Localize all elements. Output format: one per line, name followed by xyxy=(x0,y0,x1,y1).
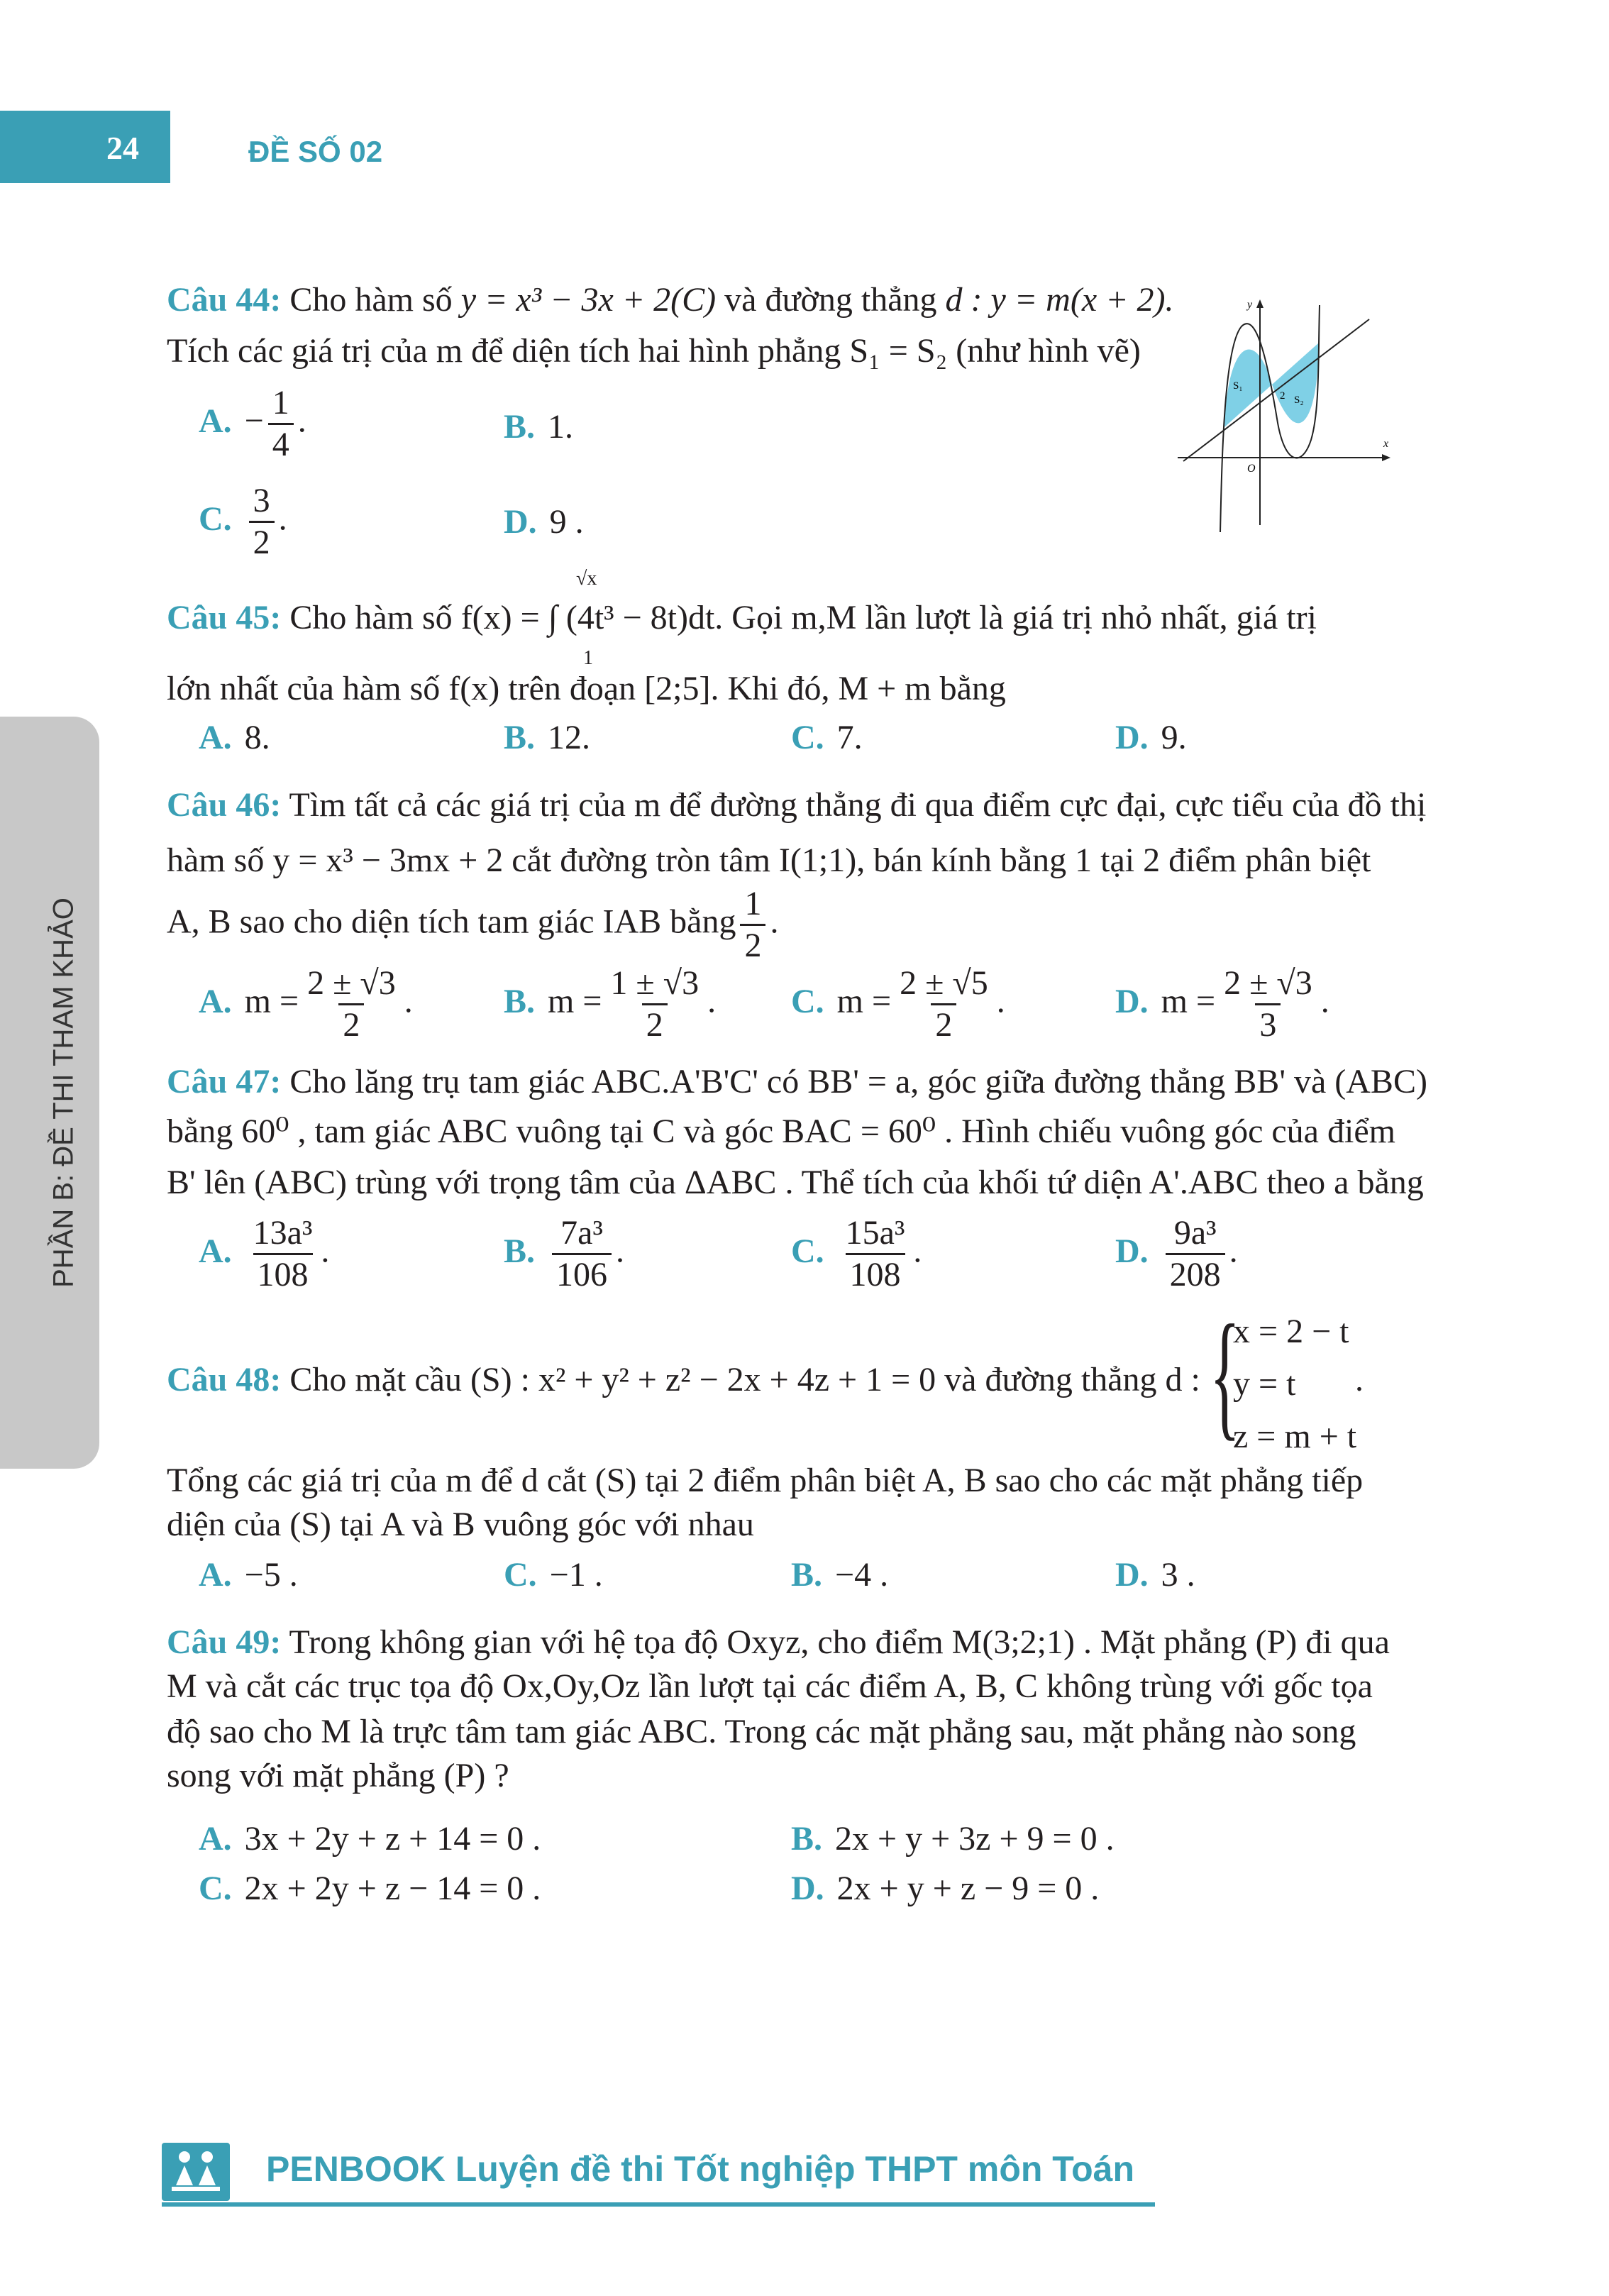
q47-line1 xyxy=(167,1059,1427,1105)
option-label: D. xyxy=(791,1870,824,1907)
option-fraction xyxy=(552,1215,612,1293)
q46-line3-text: A, B sao cho diện tích tam giác IAB bằng xyxy=(167,903,736,941)
frac-den: 2 xyxy=(338,1003,364,1044)
option-label: A. xyxy=(199,402,232,440)
q45-option-c[interactable] xyxy=(791,717,863,759)
option-pre: m = xyxy=(836,982,892,1020)
option-pre: m = xyxy=(244,982,299,1020)
q47-option-b[interactable] xyxy=(504,1215,624,1293)
frac-num: 2 ± √3 xyxy=(1224,964,1312,1002)
frac-den: 2 xyxy=(931,1003,956,1044)
q44-mid: và đường thẳng xyxy=(724,281,937,319)
frac-num: 15a³ xyxy=(845,1214,905,1252)
page-number: 24 xyxy=(106,130,139,166)
option-fraction xyxy=(895,965,993,1044)
option-fraction xyxy=(268,385,294,463)
q49-line4: song với mặt phẳng (P) ? xyxy=(167,1757,509,1794)
option-value: 1. xyxy=(548,408,574,446)
option-label: A. xyxy=(199,1232,232,1270)
q44-function: y = x³ − 3x + 2(C) xyxy=(460,281,717,319)
q45-option-d[interactable] xyxy=(1115,717,1187,759)
q44-line1 xyxy=(167,277,1174,324)
option-fraction xyxy=(249,1215,317,1293)
option-fraction xyxy=(606,965,703,1044)
option-label: B. xyxy=(504,982,536,1020)
frac-den: 2 xyxy=(249,521,275,561)
option-fraction xyxy=(1166,1215,1225,1293)
q49-option-d[interactable] xyxy=(791,1867,1099,1910)
q49-option-a[interactable] xyxy=(199,1818,541,1860)
q48-label: Câu 48: xyxy=(167,1361,282,1398)
q47-line2: bằng 60⁰ , tam giác ABC vuông tại C và góc BAC = 60⁰ . Hình chiếu vuông góc của điểm xyxy=(167,1113,1395,1150)
q48-text: Cho mặt cầu (S) : x² + y² + z² − 2x + 4z + 1 = 0 và đường thẳng d : xyxy=(289,1361,1200,1398)
frac-den: 108 xyxy=(846,1253,905,1293)
q48-option-d[interactable] xyxy=(1115,1554,1195,1596)
option-value: 3x + 2y + z + 14 = 0 . xyxy=(244,1820,541,1858)
page-number-box xyxy=(0,111,170,183)
option-value: 2x + 2y + z − 14 = 0 . xyxy=(244,1870,541,1907)
shaded-region-s2 xyxy=(1272,343,1318,423)
q45-label: Câu 45: xyxy=(167,599,282,636)
q44-line-eq: d : y = m(x + 2). xyxy=(945,281,1174,319)
option-value: 8. xyxy=(244,719,270,756)
q46-line1 xyxy=(167,782,1426,829)
option-value: −4 . xyxy=(835,1556,889,1594)
option-label: C. xyxy=(199,1870,232,1907)
option-fraction xyxy=(249,482,275,561)
option-pre: m = xyxy=(1161,982,1216,1020)
q45-lower-limit: 1 xyxy=(583,647,593,669)
option-label: D. xyxy=(1115,982,1149,1020)
x-arrow xyxy=(1382,454,1390,461)
option-tail: . xyxy=(1229,1232,1238,1270)
option-tail: . xyxy=(913,1232,922,1270)
option-label: A. xyxy=(199,719,232,756)
option-label: D. xyxy=(1115,1556,1149,1594)
q46-label: Câu 46: xyxy=(167,786,282,824)
option-tail: . xyxy=(297,402,306,440)
option-label: A. xyxy=(199,1820,232,1858)
side-tab-label: PHẦN B: ĐỀ THI THAM KHẢO xyxy=(48,898,79,1288)
origin-label: O xyxy=(1247,463,1256,475)
option-label: C. xyxy=(791,719,824,756)
frac-num: 1 ± √3 xyxy=(610,964,700,1002)
s1-label: S₁ xyxy=(1233,380,1243,392)
option-pre: m = xyxy=(548,982,602,1020)
frac-den: 3 xyxy=(1255,1003,1281,1044)
frac-den: 2 xyxy=(740,924,765,964)
option-tail: . xyxy=(616,1232,625,1270)
q47-label: Câu 47: xyxy=(167,1063,282,1100)
q44-graph-figure xyxy=(1178,298,1405,532)
q46-option-d[interactable] xyxy=(1115,965,1329,1044)
q44-text: Cho hàm số xyxy=(289,281,453,319)
q44-option-c[interactable] xyxy=(199,482,287,561)
footer-underline xyxy=(162,2202,1155,2207)
q49-line3: độ sao cho M là trực tâm tam giác ABC. Trong các mặt phẳng sau, mặt phẳng nào song xyxy=(167,1713,1356,1750)
y-arrow xyxy=(1256,299,1264,308)
option-label: D. xyxy=(504,503,537,541)
frac-num: 1 xyxy=(744,885,762,922)
q48-line3: diện của (S) tại A và B vuông góc với nhau xyxy=(167,1506,754,1543)
option-label: B. xyxy=(791,1820,823,1858)
system-row: z = m + t xyxy=(1233,1418,1357,1455)
s2-label: S₂ xyxy=(1294,394,1304,406)
footer-text: PENBOOK Luyện đề thi Tốt nghiệp THPT môn Toán xyxy=(266,2149,1135,2189)
frac-den: 208 xyxy=(1166,1253,1225,1293)
option-label: A. xyxy=(199,1556,232,1594)
q44-line2: Tích các giá trị của m để diện tích hai hình phẳng S₁ = S₂ (như hình vẽ) xyxy=(167,332,1141,370)
q46-line2: hàm số y = x³ − 3mx + 2 cắt đường tròn tâm I(1;1), bán kính bằng 1 tại 2 điểm phân biệt xyxy=(167,841,1371,879)
frac-num: 2 ± √3 xyxy=(307,964,396,1002)
q47-option-a[interactable] xyxy=(199,1215,329,1293)
q45-integral: f(x) = ∫ (4t³ − 8t)dt xyxy=(460,599,715,636)
option-fraction xyxy=(303,965,400,1044)
q45-line1 xyxy=(167,595,1317,641)
frac-den: 2 xyxy=(642,1003,668,1044)
q48-line2: Tổng các giá trị của m để d cắt (S) tại 2 điểm phân biệt A, B sao cho các mặt phẳng tiếp xyxy=(167,1462,1364,1499)
q48-option-a[interactable] xyxy=(199,1554,298,1596)
frac-num: 7a³ xyxy=(560,1214,603,1252)
option-label: D. xyxy=(1115,719,1149,756)
q45-option-b[interactable] xyxy=(504,717,590,759)
option-label: B. xyxy=(504,719,536,756)
option-value: 12. xyxy=(548,719,591,756)
exam-title: ĐỀ SỐ 02 xyxy=(248,135,383,168)
q45-post: . Gọi m,M lần lượt là giá trị nhỏ nhất, giá trị xyxy=(714,599,1317,636)
footer-logo xyxy=(162,2143,230,2201)
option-label: B. xyxy=(791,1556,823,1594)
option-label: C. xyxy=(791,982,824,1020)
option-tail: . xyxy=(1320,982,1329,1020)
option-label: C. xyxy=(791,1232,824,1270)
option-tail: . xyxy=(707,982,717,1020)
q47-option-c[interactable] xyxy=(791,1215,922,1293)
option-label: B. xyxy=(504,408,536,446)
option-tail: . xyxy=(404,982,413,1020)
q46-fraction xyxy=(740,885,765,964)
q45-pre: Cho hàm số xyxy=(289,599,453,636)
q46-text: Tìm tất cả các giá trị của m để đường thẳng đi qua điểm cực đại, cực tiểu của đồ thị xyxy=(289,786,1427,824)
option-fraction xyxy=(841,1215,909,1293)
option-label: A. xyxy=(199,982,232,1020)
q46-line3: A, B sao cho diện tích tam giác IAB bằng $\frac{1}{2}$ . xyxy=(167,885,779,964)
frac-num: 13a³ xyxy=(253,1214,313,1252)
option-value: 2x + y + 3z + 9 = 0 . xyxy=(835,1820,1115,1858)
q49-line1 xyxy=(167,1619,1390,1666)
q49-text: Trong không gian với hệ tọa độ Oxyz, cho điểm M(3;2;1) . Mặt phẳng (P) đi qua xyxy=(289,1623,1390,1661)
option-tail: . xyxy=(321,1232,330,1270)
people-icon xyxy=(162,2143,230,2201)
q49-option-b[interactable] xyxy=(791,1818,1115,1860)
q48-option-c[interactable] xyxy=(791,1554,888,1596)
q44-option-b[interactable] xyxy=(504,406,573,448)
frac-num: 2 ± √5 xyxy=(900,964,988,1002)
line-d xyxy=(1183,319,1369,461)
q44-option-a[interactable] xyxy=(199,385,306,463)
system-row: x = 2 − t xyxy=(1233,1313,1349,1350)
q47-line3: B' lên (ABC) trùng với trọng tâm của ΔABC . Thể tích của khối tứ diện A'.ABC theo a bằng xyxy=(167,1164,1424,1201)
option-value: 9. xyxy=(1161,719,1187,756)
system-row: y = t xyxy=(1233,1365,1296,1403)
q48-system-brace: { xyxy=(1210,1296,1241,1453)
frac-num: 3 xyxy=(253,482,270,519)
q49-line2: M và cắt các trục tọa độ Ox,Oy,Oz lần lượt tại các điểm A, B, C không trùng với gốc tọa xyxy=(167,1667,1373,1705)
option-label: C. xyxy=(199,500,232,538)
q47-text: Cho lăng trụ tam giác ABC.A'B'C' có BB' = a, góc giữa đường thẳng BB' và (ABC) xyxy=(289,1063,1427,1100)
option-value: 2x + y + z − 9 = 0 . xyxy=(836,1870,1100,1907)
q48-line1 xyxy=(167,1357,1200,1403)
q44-label: Câu 44: xyxy=(167,281,282,319)
q45-option-a[interactable] xyxy=(199,717,270,759)
option-tail: . xyxy=(278,500,287,538)
point-label: 2 xyxy=(1280,390,1285,402)
option-value: 9 . xyxy=(549,503,584,541)
q48-system-tail: . xyxy=(1355,1361,1364,1398)
frac-den: 4 xyxy=(268,423,294,463)
q48-system xyxy=(1233,1306,1356,1463)
option-sign: − xyxy=(244,402,264,440)
option-value: 7. xyxy=(836,719,863,756)
option-fraction xyxy=(1220,965,1317,1044)
option-label: C. xyxy=(504,1556,537,1594)
q45-line2: lớn nhất của hàm số f(x) trên đoạn [2;5]. Khi đó, M + m bằng xyxy=(167,670,1006,707)
q44-option-d[interactable] xyxy=(504,501,584,543)
frac-num: 9a³ xyxy=(1173,1214,1217,1252)
q48-option-b[interactable] xyxy=(504,1554,603,1596)
q46-option-b[interactable] xyxy=(504,965,716,1044)
frac-num: 1 xyxy=(272,384,289,421)
option-value: 3 . xyxy=(1161,1556,1195,1594)
option-label: B. xyxy=(504,1232,536,1270)
q46-option-c[interactable] xyxy=(791,965,1005,1044)
frac-den: 106 xyxy=(552,1253,612,1293)
q49-option-c[interactable] xyxy=(199,1867,541,1910)
option-tail: . xyxy=(996,982,1005,1020)
shaded-region-s1 xyxy=(1224,350,1272,427)
q49-label: Câu 49: xyxy=(167,1623,282,1661)
q47-option-d[interactable] xyxy=(1115,1215,1238,1293)
option-label: D. xyxy=(1115,1232,1149,1270)
q45-upper-limit: √x xyxy=(576,568,597,590)
x-axis-label: x xyxy=(1383,438,1389,450)
y-axis-label: y xyxy=(1247,299,1253,311)
option-value: −1 . xyxy=(549,1556,603,1594)
frac-den: 108 xyxy=(253,1253,313,1293)
q46-option-a[interactable] xyxy=(199,965,413,1044)
option-value: −5 . xyxy=(244,1556,298,1594)
